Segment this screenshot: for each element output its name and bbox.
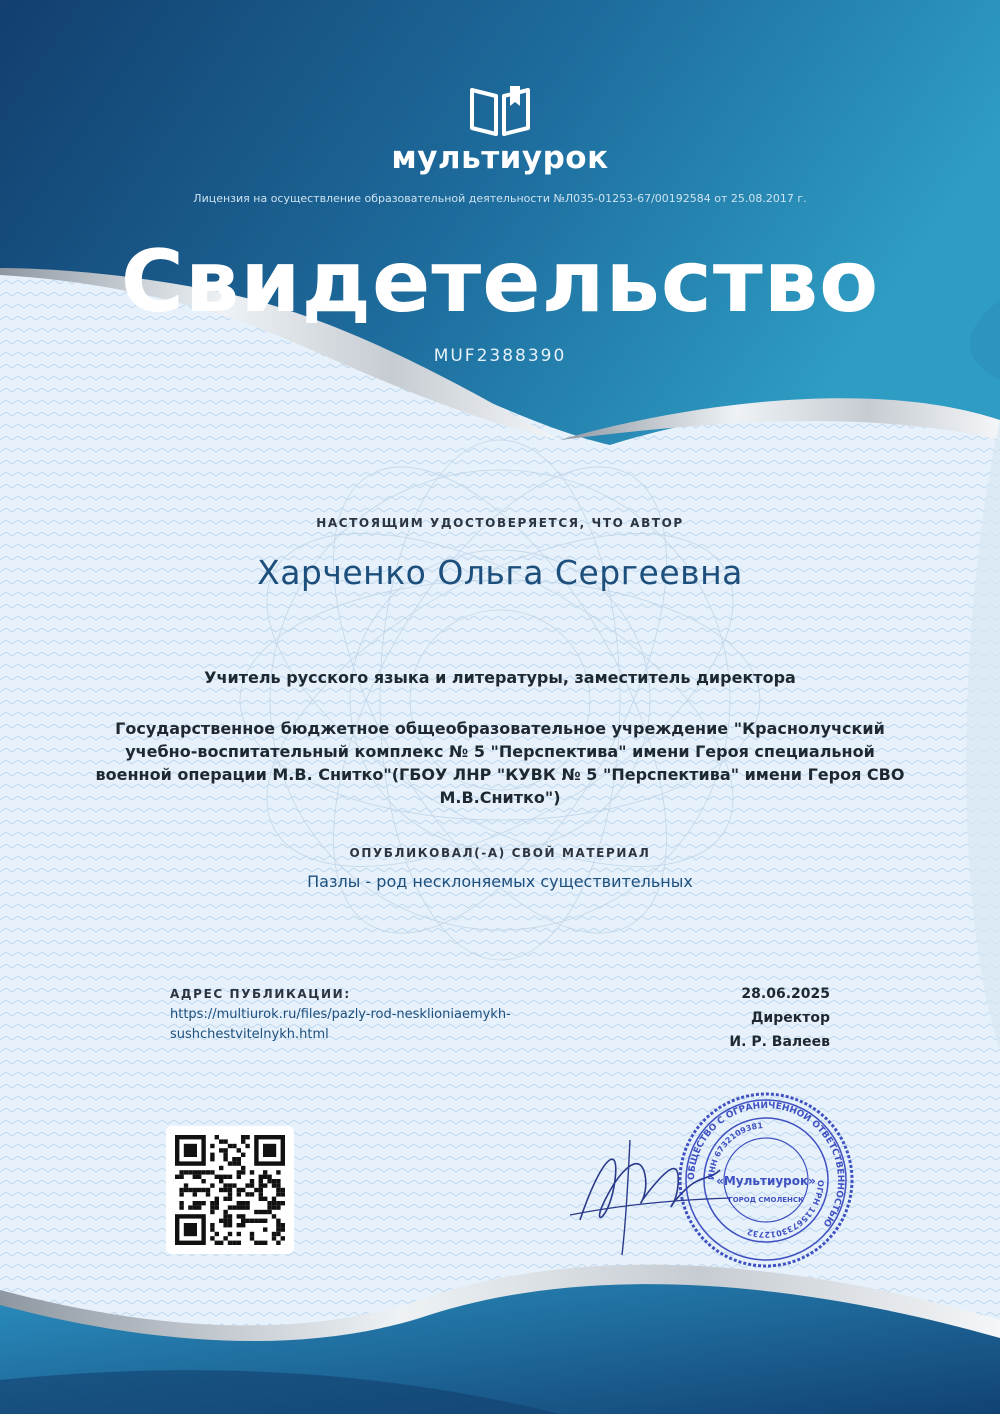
publication-link[interactable]: https://multiurok.ru/files/pazly-rod-nesklioniaemykh-sushchestvitelnykh.html bbox=[170, 1007, 511, 1042]
stamp-outer-text: ОБЩЕСТВО С ОГРАНИЧЕННОЙ ОТВЕТСТВЕННОСТЬЮ bbox=[686, 1100, 846, 1229]
svg-text:ОГРН 1156733012732 bbox=[746, 1180, 825, 1239]
document-number: MUF2388390 bbox=[433, 346, 567, 366]
license-text: Лицензия на осуществление образовательной деятельности №Л035-01253-67/00192584 от 25.08.2017 г. bbox=[193, 192, 807, 205]
organization-name: Государственное бюджетное общеобразовательное учреждение "Краснолучский учебно-воспитательный комплекс № 5 "Перспектива" имени Героя специальной военной операции М.В. Снитко"(ГБОУ ЛНР "КУВК № 5 "Перспектива" имени Героя СВО М.В.Снитко") bbox=[95, 719, 905, 807]
qr-code-graphic bbox=[166, 1126, 294, 1254]
stamp-center: «Мультиурок» bbox=[716, 1174, 816, 1188]
certify-text: НАСТОЯЩИМ УДОСТОВЕРЯЕТСЯ, ЧТО АВТОР bbox=[316, 516, 684, 530]
material-title: Пазлы - род несклоняемых существительных bbox=[307, 872, 693, 891]
director-name: И. Р. Валеев bbox=[729, 1034, 830, 1050]
stamp-ogrn: ОГРН 1156733012732 bbox=[746, 1179, 826, 1240]
published-text: ОПУБЛИКОВАЛ(-А) СВОЙ МАТЕРИАЛ bbox=[349, 846, 651, 860]
author-name: Харченко Ольга Сергеевна bbox=[257, 553, 743, 592]
stamp-inn: ИНН 6732109381 bbox=[706, 1121, 764, 1181]
document-title: Свидетельство bbox=[120, 232, 880, 332]
author-position: Учитель русского языка и литературы, заместитель директора bbox=[204, 668, 796, 687]
open-book-logo-icon bbox=[468, 82, 532, 138]
qr-code-icon[interactable] bbox=[166, 1126, 294, 1254]
company-stamp bbox=[676, 1090, 856, 1270]
director-title: Директор bbox=[750, 1010, 830, 1026]
issue-date: 28.06.2025 bbox=[741, 986, 830, 1002]
brand-name: мультиурок bbox=[391, 140, 609, 176]
address-label: АДРЕС ПУБЛИКАЦИИ: bbox=[170, 987, 351, 1001]
stamp-city: ГОРОД СМОЛЕНСК bbox=[728, 1196, 804, 1204]
